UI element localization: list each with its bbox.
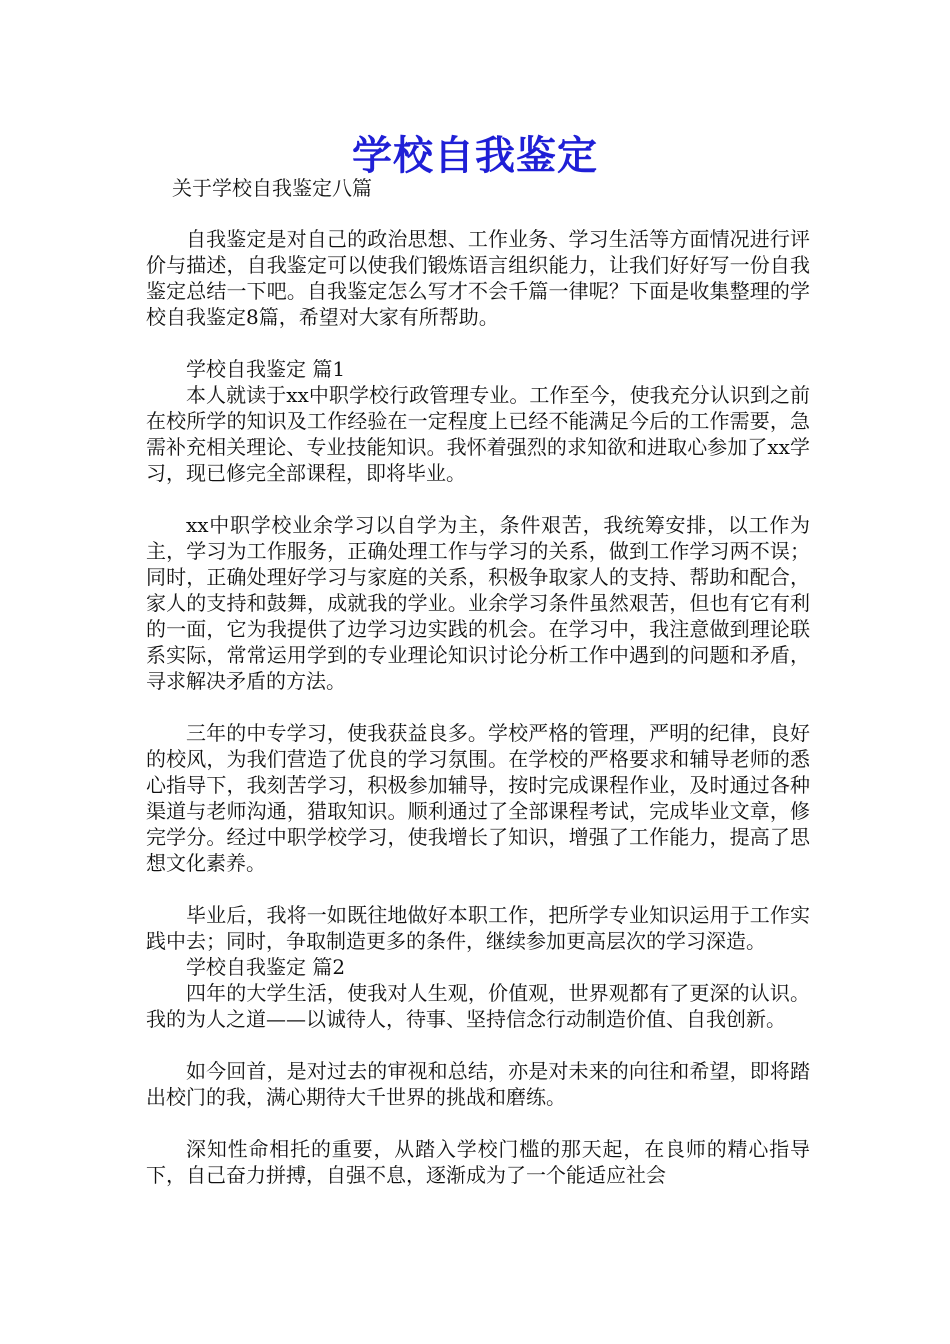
body-paragraph: 深知性命相托的重要，从踏入学校门槛的那天起，在良师的精心指导下，自己奋力拼搏，自强不息，逐渐成为了一个能适应社会 xyxy=(146,1137,810,1187)
spacer xyxy=(146,486,810,512)
spacer xyxy=(146,876,810,902)
document-body xyxy=(146,226,810,1188)
body-paragraph: 如今回首，是对过去的审视和总结，亦是对未来的向往和希望，即将踏出校门的我，满心期待大千世界的挑战和磨练。 xyxy=(146,1059,810,1109)
spacer xyxy=(146,1032,810,1058)
document-title: 学校自我鉴定 xyxy=(352,133,598,179)
intro-paragraph: 自我鉴定是对自己的政治思想、工作业务、学习生活等方面情况进行评价与描述，自我鉴定可以使我们锻炼语言组织能力，让我们好好写一份自我鉴定总结一下吧。自我鉴定怎么写才不会千篇一律呢？下面是收集整理的学校自我鉴定8篇，希望对大家有所帮助。 xyxy=(146,227,810,329)
body-paragraph: 本人就读于xx中职学校行政管理专业。工作至今，使我充分认识到之前在校所学的知识及工作经验在一定程度上已经不能满足今后的工作需要，急需补充相关理论、专业技能知识。我怀着强烈的求知欲和进取心参加了xx学习，现已修完全部课程，即将毕业。 xyxy=(146,383,810,485)
body-paragraph: 四年的大学生活，使我对人生观，价值观，世界观都有了更深的认识。我的为人之道——以诚待人，待事、坚持信念行动制造价值、自我创新。 xyxy=(146,981,810,1031)
spacer xyxy=(146,694,810,720)
document-subtitle: 关于学校自我鉴定八篇 xyxy=(172,176,372,200)
spacer xyxy=(146,330,810,356)
spacer xyxy=(146,1110,810,1136)
body-paragraph: xx中职学校业余学习以自学为主，条件艰苦，我统筹安排，以工作为主，学习为工作服务，正确处理工作与学习的关系，做到工作学习两不误；同时，正确处理好学习与家庭的关系，积极争取家人的支持、帮助和配合，家人的支持和鼓舞，成就我的学业。业余学习条件虽然艰苦，但也有它有利的一面，它为我提供了边学习边实践的机会。在学习中，我注意做到理论联系实际，常常运用学到的专业理论知识讨论分析工作中遇到的问题和矛盾，寻求解决矛盾的方法。 xyxy=(146,513,810,693)
section-heading: 学校自我鉴定 篇1 xyxy=(186,357,346,381)
body-paragraph: 三年的中专学习，使我获益良多。学校严格的管理，严明的纪律，良好的校风，为我们营造了优良的学习氛围。在学校的严格要求和辅导老师的悉心指导下，我刻苦学习，积极参加辅导，按时完成课程作业，及时通过各种渠道与老师沟通，猎取知识。顺利通过了全部课程考试，完成毕业文章，修完学分。经过中职学校学习，使我增长了知识，增强了工作能力，提高了思想文化素养。 xyxy=(146,721,810,875)
section-heading: 学校自我鉴定 篇2 xyxy=(186,955,346,979)
body-paragraph: 毕业后，我将一如既往地做好本职工作，把所学专业知识运用于工作实践中去；同时，争取制造更多的条件，继续参加更高层次的学习深造。 xyxy=(146,903,810,953)
